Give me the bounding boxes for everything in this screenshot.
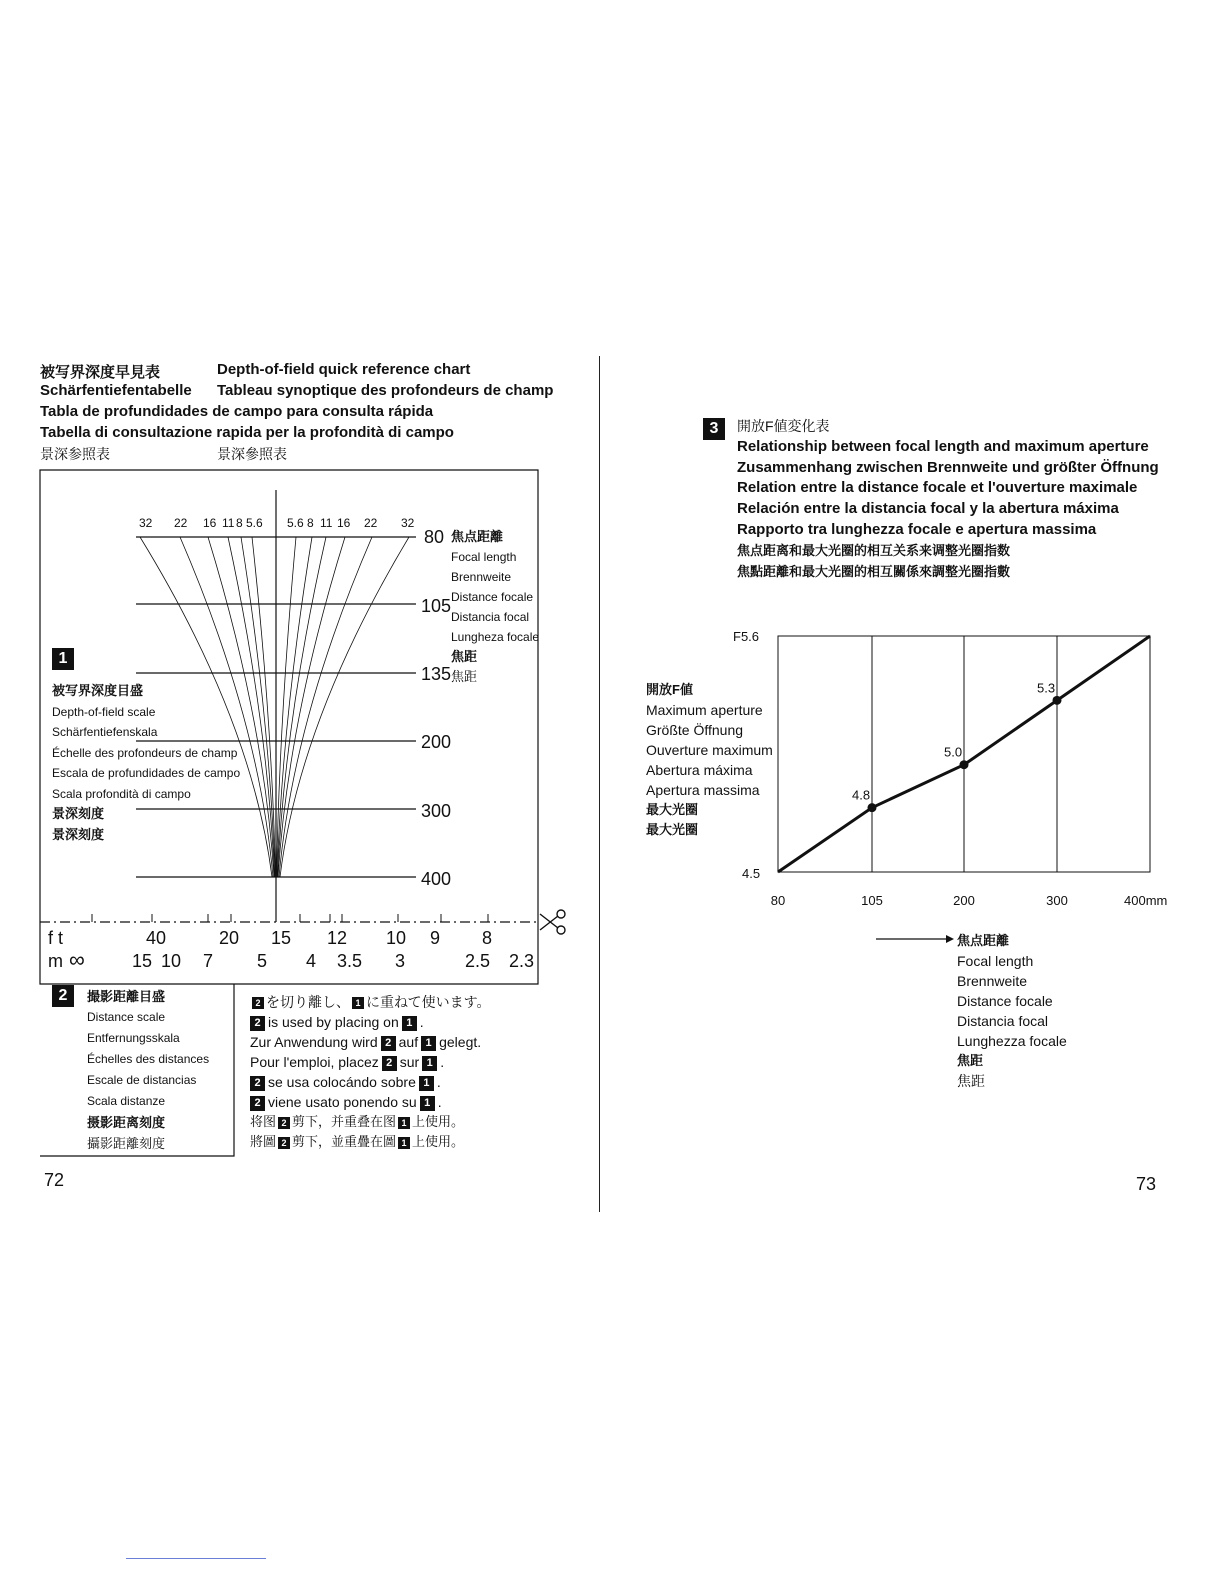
usage-ja: 2 を切り離し、 1 に重ねて使います。 — [250, 992, 491, 1012]
page-number-left: 72 — [44, 1170, 65, 1190]
scale2-label: Échelles des distances — [87, 1052, 210, 1066]
scale2-label: 攝影距離刻度 — [87, 1136, 166, 1151]
aperture-label: 16 — [203, 516, 217, 530]
m-unit-label: m ∞ — [48, 947, 85, 972]
y-legend-line: 最大光圈 — [646, 802, 699, 817]
ft-value: 10 — [386, 928, 407, 948]
header-it: Tabella di consultazione rapida per la profondità di campo — [40, 424, 454, 441]
m-value: 4 — [306, 951, 317, 971]
x-legend-line: Focal length — [957, 953, 1034, 969]
focal-value-200: 200 — [421, 732, 452, 752]
header-ja: 開放F値変化表 — [737, 418, 830, 434]
usage-de: Zur Anwendung wird 2 auf 1 gelegt. — [250, 1034, 482, 1050]
legend-line: 焦距 — [451, 649, 478, 664]
aperture-label: 5.6 — [287, 516, 304, 530]
header-fr: Tableau synoptique des profondeurs de champ — [217, 382, 554, 399]
legend-line: Brennweite — [451, 570, 512, 584]
header-zh-traditional: 景深參照表 — [217, 446, 287, 462]
header-zh-traditional: 焦點距離和最大光圈的相互關係來調整光圈指數 — [737, 563, 1011, 579]
x-legend-line: Lunghezza focale — [957, 1033, 1067, 1049]
m-value: 5 — [257, 951, 268, 971]
y-legend-line: 開放F値 — [646, 682, 693, 697]
aperture-label: 16 — [337, 516, 351, 530]
scale1-label: 景深刻度 — [52, 826, 105, 842]
x-tick-label: 105 — [861, 893, 883, 908]
scale1-label: Scala profondità di campo — [52, 786, 191, 801]
scale2-label: Entfernungsskala — [87, 1031, 180, 1045]
aperture-label: 32 — [139, 516, 153, 530]
m-value: 3.5 — [337, 951, 363, 971]
header-it: Rapporto tra lunghezza focale e apertura massima — [737, 520, 1097, 538]
y-legend-line: Größte Öffnung — [646, 722, 744, 738]
scale1-label: 被写界深度目盛 — [52, 683, 144, 698]
y-legend-line: 最大光圈 — [646, 822, 699, 837]
focal-value-400: 400 — [421, 869, 452, 889]
x-legend-line: Distancia focal — [957, 1013, 1049, 1029]
legend-line: Distancia focal — [451, 610, 530, 624]
data-point — [868, 803, 877, 812]
y-tick-label: 4.5 — [742, 866, 761, 881]
usage-fr: Pour l'emploi, placez 2 sur 1 . — [250, 1054, 445, 1070]
ft-value: 40 — [146, 928, 167, 948]
ft-unit-label: f t — [48, 928, 64, 948]
scale1-label: Depth-of-field scale — [52, 704, 156, 719]
aperture-label: 11 — [222, 516, 235, 530]
y-legend-line: Ouverture maximum — [646, 742, 773, 758]
header-fr: Relation entre la distance focale et l'ouverture maximale — [737, 479, 1138, 497]
ft-value: 15 — [271, 928, 292, 948]
data-point — [1053, 696, 1062, 705]
y-legend-line: Abertura máxima — [646, 762, 753, 778]
x-legend-line: 焦距 — [957, 1053, 984, 1068]
scale1-label: 景深刻度 — [52, 806, 105, 821]
aperture-label: 32 — [401, 516, 415, 530]
scale1-label: Schärfentiefenskala — [52, 725, 158, 739]
page-number-right: 73 — [1136, 1174, 1157, 1194]
scale2-label: Distance scale — [87, 1010, 166, 1024]
focal-value-80: 80 — [424, 527, 445, 547]
aperture-label: 22 — [174, 516, 188, 530]
x-legend-line: Brennweite — [957, 973, 1028, 989]
usage-en: 2 is used by placing on 1 . — [250, 1012, 491, 1032]
focal-value-135: 135 — [421, 664, 452, 684]
x-legend-line: 焦距 — [957, 1073, 985, 1089]
scale2-badge: 2 — [52, 985, 74, 1007]
data-label: 4.8 — [852, 787, 871, 803]
chart3-badge: 3 — [703, 418, 725, 440]
focal-value-300: 300 — [421, 801, 452, 821]
scale1-label: Escala de profundidades de campo — [52, 766, 241, 780]
focal-value-105: 105 — [421, 596, 452, 616]
header-en: Depth-of-field quick reference chart — [217, 361, 471, 378]
data-label: 5.0 — [944, 744, 963, 760]
scale1-badge: 1 — [52, 648, 74, 670]
y-tick-label: F5.6 — [733, 629, 760, 644]
x-axis-arrow — [876, 931, 956, 952]
m-value: 2.5 — [465, 951, 491, 971]
x-tick-label: 300 — [1046, 893, 1068, 908]
scale2-label: 撮影距離目盛 — [87, 989, 166, 1004]
bottom-rule — [126, 1558, 266, 1559]
x-axis-legend — [957, 931, 1067, 1091]
x-tick-label: 80 — [770, 893, 786, 908]
ft-value: 12 — [327, 928, 348, 948]
header-es: Tabla de profundidades de campo para consulta rápida — [40, 403, 434, 420]
header-zh-simplified: 焦点距离和最大光圈的相互关系来调整光圈指数 — [737, 542, 1011, 558]
aperture-label: 11 — [320, 516, 333, 530]
legend-line: 焦点距離 — [451, 529, 504, 544]
legend-line: Distance focale — [451, 590, 534, 604]
data-point — [960, 760, 969, 769]
header-es: Relación entre la distancia focal y la abertura máxima — [737, 500, 1119, 518]
scale2-label: Scala distanze — [87, 1094, 166, 1108]
header-de: Zusammenhang zwischen Brennweite und größter Öffnung — [737, 458, 1159, 476]
x-tick-label: 200 — [953, 893, 975, 908]
header-ja: 被写界深度早見表 — [40, 364, 161, 381]
aperture-label: 5.6 — [246, 516, 263, 530]
legend-line: Focal length — [451, 550, 517, 564]
usage-zh-traditional: 將圖 2 剪下，並重疊在圖 1 上使用。 — [250, 1134, 465, 1149]
x-legend-line: 焦点距離 — [957, 933, 1010, 948]
aperture-label: 8 — [307, 516, 314, 530]
header-zh-simplified: 景深参照表 — [40, 446, 110, 462]
scale2-label: Escale de distancias — [87, 1073, 197, 1087]
m-value: 15 — [132, 951, 153, 971]
y-legend-line: Maximum aperture — [646, 702, 763, 718]
header-en: Relationship between focal length and maximum aperture — [737, 437, 1149, 455]
m-value: 3 — [395, 951, 406, 971]
x-legend-line: Distance focale — [957, 993, 1053, 1009]
m-value: 7 — [203, 951, 214, 971]
scale2-label-list — [87, 986, 209, 1154]
usage-instructions — [250, 992, 491, 1152]
aperture-label: 8 — [236, 516, 243, 530]
aperture-label: 22 — [364, 516, 378, 530]
header-de: Schärfentiefentabelle — [40, 382, 192, 399]
legend-line: 焦距 — [451, 669, 478, 684]
usage-zh-simplified: 将图 2 剪下，并重叠在图 1 上使用。 — [250, 1114, 465, 1129]
arrow-right-icon — [876, 931, 956, 947]
x-tick-label: 400mm — [1124, 893, 1168, 908]
scale1-label: Échelle des profondeurs de champ — [52, 745, 238, 760]
m-value: 10 — [161, 951, 182, 971]
ft-value: 9 — [430, 928, 441, 948]
infinity-symbol: ∞ — [69, 947, 85, 972]
data-label: 5.3 — [1037, 680, 1056, 696]
usage-it: 2 viene usato ponendo su 1 . — [250, 1092, 491, 1112]
usage-es: 2 se usa colocándo sobre 1 . — [250, 1072, 491, 1092]
y-legend-line: Apertura massima — [646, 782, 760, 798]
m-value: 2.3 — [509, 951, 535, 971]
legend-line: Lungheza focale — [451, 630, 540, 644]
ft-value: 20 — [219, 928, 240, 948]
scale2-label: 摄影距离刻度 — [87, 1115, 166, 1130]
ft-value: 8 — [482, 928, 493, 948]
